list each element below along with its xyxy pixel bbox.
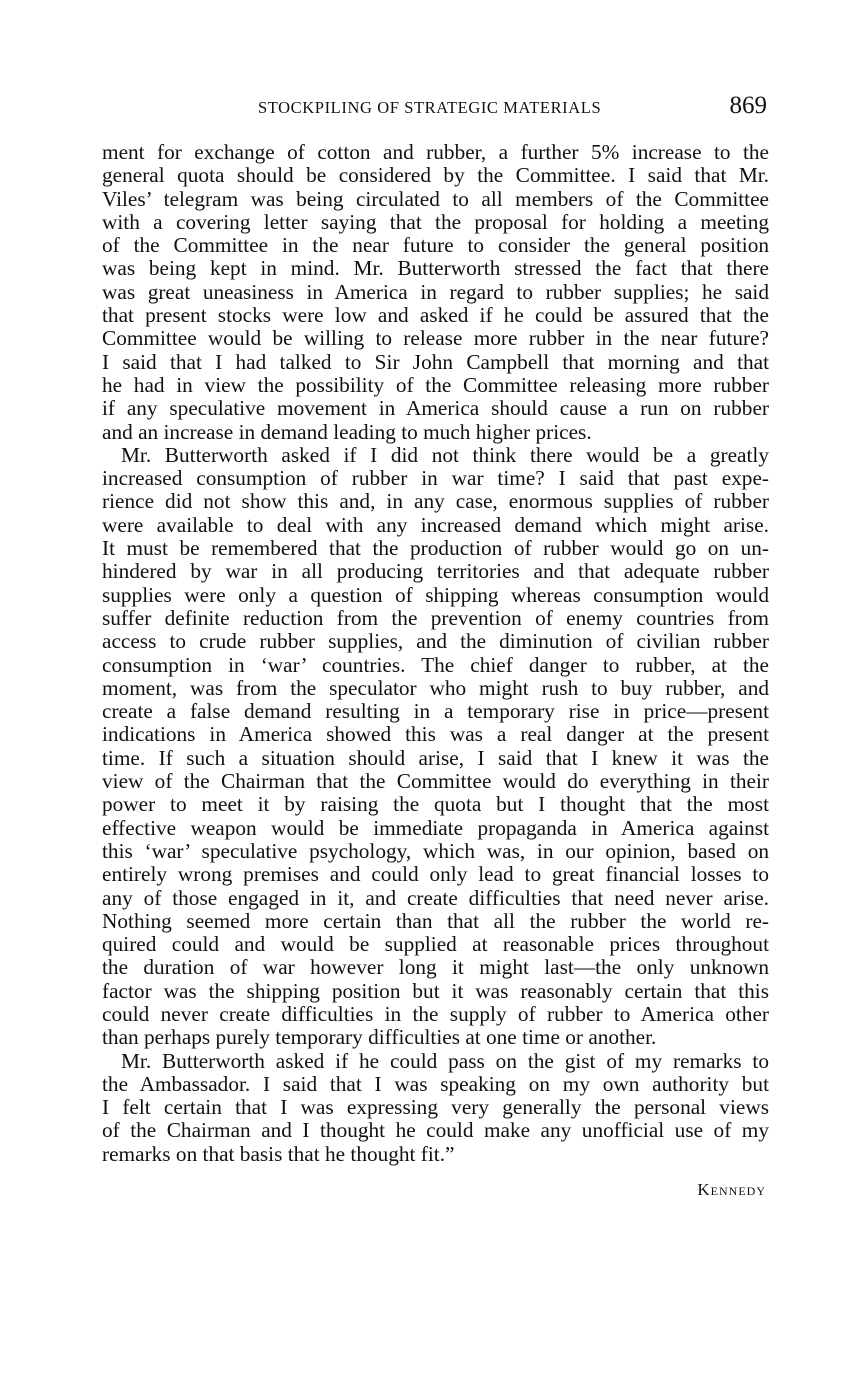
text-line: could never create difficulties in the supply of rubber to America other <box>102 1001 769 1026</box>
text-line: with a covering letter saying that the proposal for holding a meeting <box>102 209 769 234</box>
text-line: consumption in ‘war’ countries. The chief danger to rubber, at the <box>102 652 769 677</box>
text-line: Committee would be willing to release more rubber in the near future? <box>102 326 769 351</box>
running-title: STOCKPILING OF STRATEGIC MATERIALS <box>258 98 602 117</box>
text-line: he had in view the possibility of the Committee releasing more rubber <box>102 372 769 397</box>
text-line: entirely wrong premises and could only lead to great financial losses to <box>102 862 769 887</box>
text-line: quired could and would be supplied at reasonable prices throughout <box>102 932 769 957</box>
text-line: the Ambassador. I said that I was speaking on my own authority but <box>102 1071 769 1096</box>
text-line: indications in America showed this was a real danger at the present <box>102 722 769 747</box>
text-line: Viles’ telegram was being circulated to all members of the Committee <box>102 186 769 211</box>
text-line: view of the Chairman that the Committee would do everything in their <box>102 769 769 794</box>
text-line: access to crude rubber supplies, and the diminution of civilian rubber <box>102 629 769 654</box>
text-line: I said that I had talked to Sir John Campbell that morning and that <box>102 349 769 374</box>
text-line: Mr. Butterworth asked if he could pass on the gist of my remarks to <box>121 1048 769 1073</box>
paragraph <box>102 444 769 1050</box>
text-line: hindered by war in all producing territories and that adequate rubber <box>102 559 769 584</box>
paragraph <box>102 141 769 444</box>
text-line: the duration of war however long it might last—the only unknown <box>102 955 769 980</box>
text-line: ment for exchange of cotton and rubber, a further 5% increase to the <box>102 140 769 164</box>
text-line: Nothing seemed more certain than that all the rubber the world re- <box>102 908 769 933</box>
text-line: any of those engaged in it, and create difficulties that need never arise. <box>102 885 769 910</box>
text-line: It must be remembered that the production of rubber would go on un- <box>102 536 769 561</box>
paragraph <box>102 1050 769 1166</box>
text-line: of the Committee in the near future to consider the general position <box>102 233 769 258</box>
text-line: of the Chairman and I thought he could make any unofficial use of my <box>102 1118 769 1143</box>
text-line: and an increase in demand leading to much higher prices. <box>102 419 592 444</box>
text-line: I felt certain that I was expressing very generally the personal views <box>102 1095 769 1120</box>
text-line: suffer definite reduction from the prevention of enemy countries from <box>102 605 769 630</box>
text-line: power to meet it by raising the quota but I thought that the most <box>102 792 769 817</box>
text-line: time. If such a situation should arise, I said that I knew it was the <box>102 745 769 770</box>
text-line: if any speculative movement in America should cause a run on rubber <box>102 396 769 421</box>
text-line: were available to deal with any increased demand which might arise. <box>102 512 769 537</box>
text-line: remarks on that basis that he thought fit.” <box>102 1141 455 1166</box>
text-line: effective weapon would be immediate propaganda in America against <box>102 815 769 840</box>
text-line: increased consumption of rubber in war time? I said that past expe- <box>102 466 769 491</box>
text-line: this ‘war’ speculative psychology, which was, in our opinion, based on <box>102 838 769 863</box>
text-line: rience did not show this and, in any case, enormous supplies of rubber <box>102 489 769 514</box>
text-line: than perhaps purely temporary difficulties at one time or another. <box>102 1025 657 1050</box>
running-header <box>103 92 767 126</box>
text-line: Mr. Butterworth asked if I did not think there would be a greatly <box>121 442 769 467</box>
page-number: 869 <box>729 92 767 119</box>
text-line: that present stocks were low and asked if he could be assured that the <box>102 303 769 328</box>
text-line: was being kept in mind. Mr. Butterworth stressed the fact that there <box>102 256 769 281</box>
text-line: general quota should be considered by the Committee. I said that Mr. <box>102 163 769 188</box>
text-line: moment, was from the speculator who might rush to buy rubber, and <box>102 675 769 700</box>
body-text <box>102 141 769 1166</box>
text-line: was great uneasiness in America in regard to rubber supplies; he said <box>102 279 769 304</box>
signature: Kennedy <box>697 1180 766 1199</box>
text-line: create a false demand resulting in a temporary rise in price—present <box>102 699 769 724</box>
text-line: factor was the shipping position but it was reasonably certain that this <box>102 978 769 1003</box>
text-line: supplies were only a question of shipping whereas consumption would <box>102 582 769 607</box>
